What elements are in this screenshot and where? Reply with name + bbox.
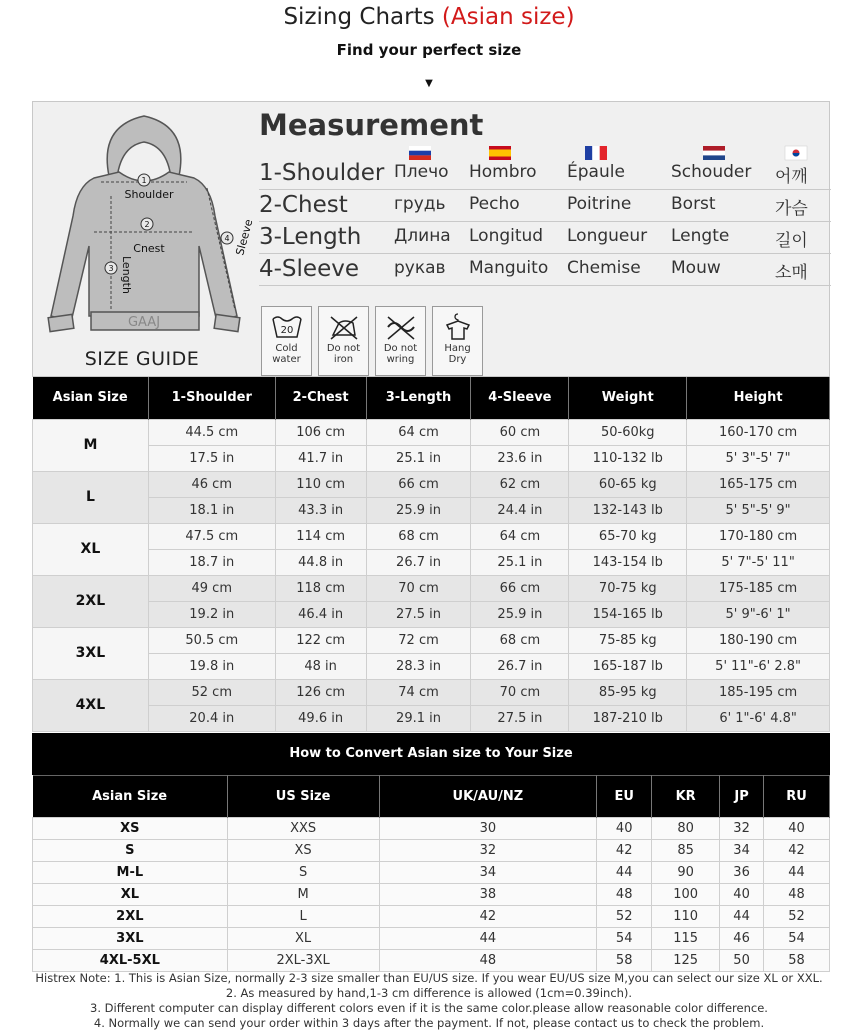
table-cell: 42 <box>764 840 830 862</box>
row-fr: Poitrine <box>567 194 632 214</box>
header-cell: 4-Sleeve <box>471 377 569 419</box>
table-cell: 19.8 in <box>148 653 275 679</box>
row-ko: 가슴 <box>775 199 808 219</box>
measurement-row-sleeve <box>259 254 831 286</box>
care-cold-water <box>261 306 312 376</box>
measurement-panel <box>32 101 830 377</box>
table-cell: 44 <box>379 928 597 950</box>
table-cell: 42 <box>597 840 652 862</box>
table-cell: 5' 3"-5' 7" <box>687 445 830 471</box>
table-cell: XXS <box>227 818 379 840</box>
table-cell: 2XL <box>33 906 228 928</box>
table-cell: 23.6 in <box>471 445 569 471</box>
row-fr: Chemise <box>567 258 641 278</box>
title-accent: (Asian size) <box>441 4 575 30</box>
care-label: Do not wring <box>383 343 418 365</box>
table-cell: 49.6 in <box>275 705 366 731</box>
table-cell: 52 <box>597 906 652 928</box>
header-cell: KR <box>652 776 720 818</box>
table-cell: 52 cm <box>148 679 275 705</box>
table-cell: 126 cm <box>275 679 366 705</box>
table-cell: 125 <box>652 950 720 972</box>
table-row <box>33 471 830 497</box>
table-cell: 18.1 in <box>148 497 275 523</box>
table-cell: 26.7 in <box>366 549 471 575</box>
table-cell: 3XL <box>33 928 228 950</box>
size-cell: 3XL <box>33 627 149 679</box>
table-cell: 175-185 cm <box>687 575 830 601</box>
table-cell: L <box>227 906 379 928</box>
table-cell: 34 <box>379 862 597 884</box>
row-ru: рукав <box>394 258 446 278</box>
table-row <box>33 575 830 601</box>
table-cell: 143-154 lb <box>569 549 687 575</box>
table-cell: 30 <box>379 818 597 840</box>
no-wring-icon <box>384 311 418 341</box>
table-cell: 5' 11"-6' 2.8" <box>687 653 830 679</box>
wash-cold-icon <box>270 311 304 341</box>
table-row <box>33 419 830 445</box>
table-cell: 5' 5"-5' 9" <box>687 497 830 523</box>
row-es: Pecho <box>469 194 520 214</box>
header-cell: 2-Chest <box>275 377 366 419</box>
table-row <box>33 653 830 679</box>
size-cell: XL <box>33 523 149 575</box>
figure-brand: GAAJ <box>127 315 161 330</box>
table-cell: 60 cm <box>471 419 569 445</box>
header-cell: JP <box>720 776 764 818</box>
table-cell: 110-132 lb <box>569 445 687 471</box>
table-cell: S <box>33 840 228 862</box>
table-cell: 26.7 in <box>471 653 569 679</box>
table-cell: 18.7 in <box>148 549 275 575</box>
row-nl: Mouw <box>671 258 721 278</box>
header-cell: US Size <box>227 776 379 818</box>
table-cell: 44.5 cm <box>148 419 275 445</box>
row-ru: грудь <box>394 194 446 214</box>
table-row <box>33 627 830 653</box>
table-cell: 40 <box>764 818 830 840</box>
measurement-row-length <box>259 222 831 254</box>
size-guide-label: SIZE GUIDE <box>84 348 200 370</box>
table-cell: 64 cm <box>471 523 569 549</box>
table-cell: 29.1 in <box>366 705 471 731</box>
table-cell: 62 cm <box>471 471 569 497</box>
header-cell: Height <box>687 377 830 419</box>
table-cell: 160-170 cm <box>687 419 830 445</box>
table-cell: 85 <box>652 840 720 862</box>
table-cell: 32 <box>720 818 764 840</box>
measurement-title: Measurement <box>259 108 484 142</box>
header-cell: EU <box>597 776 652 818</box>
table-cell: 19.2 in <box>148 601 275 627</box>
size-table <box>32 377 830 732</box>
table-cell: 44 <box>597 862 652 884</box>
figure-num-1: 1 <box>141 176 147 185</box>
table-cell: XL <box>227 928 379 950</box>
table-cell: 54 <box>597 928 652 950</box>
measurement-row-chest <box>259 190 831 222</box>
size-cell: 4XL <box>33 679 149 731</box>
table-cell: 118 cm <box>275 575 366 601</box>
table-cell: 170-180 cm <box>687 523 830 549</box>
figure-num-2: 2 <box>144 220 150 229</box>
table-cell: 44 <box>720 906 764 928</box>
table-cell: 43.3 in <box>275 497 366 523</box>
table-cell: 66 cm <box>366 471 471 497</box>
table-cell: 185-195 cm <box>687 679 830 705</box>
table-cell: 180-190 cm <box>687 627 830 653</box>
hoodie-figure <box>39 106 256 346</box>
care-label: Cold water <box>272 343 301 365</box>
table-cell: 74 cm <box>366 679 471 705</box>
table-cell: XS <box>227 840 379 862</box>
table-cell: 154-165 lb <box>569 601 687 627</box>
table-cell: 65-70 kg <box>569 523 687 549</box>
table-cell: 114 cm <box>275 523 366 549</box>
care-no-iron <box>318 306 369 376</box>
table-cell: 165-187 lb <box>569 653 687 679</box>
table-cell: 66 cm <box>471 575 569 601</box>
table-cell: 44.8 in <box>275 549 366 575</box>
header-cell: Weight <box>569 377 687 419</box>
row-es: Manguito <box>469 258 549 278</box>
note-line: 3. Different computer can display different colors even if it is the same color.please allow reasonable color difference. <box>90 1001 768 1015</box>
table-cell: 165-175 cm <box>687 471 830 497</box>
table-cell: 50 <box>720 950 764 972</box>
row-ru: Плечо <box>394 162 449 182</box>
note-line: 4. Normally we can send your order within 3 days after the payment. If not, please contact us to check the problem. <box>93 1016 765 1030</box>
table-cell: 17.5 in <box>148 445 275 471</box>
table-cell: 52 <box>764 906 830 928</box>
table-cell: 100 <box>652 884 720 906</box>
convert-table-header <box>33 776 830 818</box>
table-cell: M-L <box>33 862 228 884</box>
row-ko: 길이 <box>775 231 808 251</box>
header-cell: 3-Length <box>366 377 471 419</box>
table-cell: XS <box>33 818 228 840</box>
row-label: 2-Chest <box>259 192 348 218</box>
note-line: 2. As measured by hand,1-3 cm difference is allowed (1cm=0.39inch). <box>225 986 633 1000</box>
hang-dry-icon <box>441 311 475 341</box>
table-cell: 48 <box>597 884 652 906</box>
table-row <box>33 862 830 884</box>
table-cell: 49 cm <box>148 575 275 601</box>
table-cell: 40 <box>597 818 652 840</box>
table-cell: 40 <box>720 884 764 906</box>
figure-label-chest: Cnest <box>133 242 165 255</box>
figure-label-shoulder: Shoulder <box>124 188 174 201</box>
table-cell: 47.5 cm <box>148 523 275 549</box>
table-cell: 48 <box>764 884 830 906</box>
table-row <box>33 928 830 950</box>
table-cell: 50-60kg <box>569 419 687 445</box>
table-cell: S <box>227 862 379 884</box>
row-ru: Длина <box>394 226 451 246</box>
table-cell: 50.5 cm <box>148 627 275 653</box>
table-cell: 132-143 lb <box>569 497 687 523</box>
figure-num-4: 4 <box>224 234 230 243</box>
size-cell: L <box>33 471 149 523</box>
row-fr: Épaule <box>567 162 625 182</box>
table-cell: 2XL-3XL <box>227 950 379 972</box>
table-cell: 24.4 in <box>471 497 569 523</box>
row-label: 3-Length <box>259 224 362 250</box>
table-cell: 4XL-5XL <box>33 950 228 972</box>
table-cell: 68 cm <box>471 627 569 653</box>
table-cell: 46.4 in <box>275 601 366 627</box>
size-cell: M <box>33 419 149 471</box>
table-cell: 58 <box>597 950 652 972</box>
figure-num-3: 3 <box>108 264 114 273</box>
convert-table <box>32 775 830 972</box>
row-ko: 어깨 <box>775 167 808 187</box>
notes <box>0 971 858 1031</box>
measurement-row-shoulder <box>259 158 831 190</box>
header-cell: 1-Shoulder <box>148 377 275 419</box>
table-cell: 42 <box>379 906 597 928</box>
table-cell: 25.9 in <box>366 497 471 523</box>
table-cell: 110 cm <box>275 471 366 497</box>
row-nl: Schouder <box>671 162 752 182</box>
table-cell: 54 <box>764 928 830 950</box>
table-cell: 106 cm <box>275 419 366 445</box>
row-nl: Borst <box>671 194 716 214</box>
table-cell: 68 cm <box>366 523 471 549</box>
row-fr: Longueur <box>567 226 648 246</box>
row-ko: 소매 <box>775 263 808 283</box>
table-cell: 58 <box>764 950 830 972</box>
table-cell: 48 in <box>275 653 366 679</box>
table-cell: 72 cm <box>366 627 471 653</box>
table-row <box>33 679 830 705</box>
figure-label-sleeve: Sleeve <box>233 217 256 257</box>
size-table-header <box>33 377 830 419</box>
table-row <box>33 950 830 972</box>
table-cell: 187-210 lb <box>569 705 687 731</box>
size-cell: 2XL <box>33 575 149 627</box>
table-cell: 25.1 in <box>471 549 569 575</box>
row-label: 4-Sleeve <box>259 256 359 282</box>
table-cell: 6' 1"-6' 4.8" <box>687 705 830 731</box>
table-cell: 80 <box>652 818 720 840</box>
table-cell: 70-75 kg <box>569 575 687 601</box>
page-subtitle: Find your perfect size <box>336 41 522 59</box>
table-cell: 46 <box>720 928 764 950</box>
table-cell: 5' 7"-5' 11" <box>687 549 830 575</box>
table-cell: 34 <box>720 840 764 862</box>
table-cell: 27.5 in <box>471 705 569 731</box>
table-cell: 27.5 in <box>366 601 471 627</box>
table-row <box>33 549 830 575</box>
row-es: Longitud <box>469 226 544 246</box>
table-cell: 20.4 in <box>148 705 275 731</box>
table-cell: 28.3 in <box>366 653 471 679</box>
no-iron-icon <box>327 311 361 341</box>
row-label: 1-Shoulder <box>259 160 385 186</box>
table-row <box>33 840 830 862</box>
table-row <box>33 445 830 471</box>
care-label: Do not iron <box>326 343 361 365</box>
table-row <box>33 705 830 731</box>
row-nl: Lengte <box>671 226 730 246</box>
header-cell: Asian Size <box>33 776 228 818</box>
table-cell: 90 <box>652 862 720 884</box>
table-cell: 38 <box>379 884 597 906</box>
table-cell: 115 <box>652 928 720 950</box>
row-es: Hombro <box>469 162 537 182</box>
table-cell: 46 cm <box>148 471 275 497</box>
convert-title: How to Convert Asian size to Your Size <box>32 733 830 775</box>
header-cell: UK/AU/NZ <box>379 776 597 818</box>
figure-label-length: Length <box>120 256 133 294</box>
table-cell: 85-95 kg <box>569 679 687 705</box>
table-cell: 122 cm <box>275 627 366 653</box>
care-no-wring <box>375 306 426 376</box>
table-cell: 25.1 in <box>366 445 471 471</box>
table-cell: 64 cm <box>366 419 471 445</box>
table-row <box>33 497 830 523</box>
header-cell: RU <box>764 776 830 818</box>
table-row <box>33 884 830 906</box>
page-title <box>0 4 858 30</box>
table-row <box>33 523 830 549</box>
table-row <box>33 601 830 627</box>
table-cell: 75-85 kg <box>569 627 687 653</box>
wash-temp: 20 <box>280 325 293 336</box>
care-hang-dry <box>432 306 483 376</box>
down-arrow-icon: ▼ <box>425 78 433 89</box>
table-cell: 32 <box>379 840 597 862</box>
title-main: Sizing Charts <box>283 4 435 30</box>
table-row <box>33 906 830 928</box>
table-cell: 5' 9"-6' 1" <box>687 601 830 627</box>
table-cell: 60-65 kg <box>569 471 687 497</box>
table-cell: 25.9 in <box>471 601 569 627</box>
table-cell: 41.7 in <box>275 445 366 471</box>
table-cell: 70 cm <box>366 575 471 601</box>
table-cell: 70 cm <box>471 679 569 705</box>
table-cell: 36 <box>720 862 764 884</box>
table-cell: XL <box>33 884 228 906</box>
note-line: Histrex Note: 1. This is Asian Size, normally 2-3 size smaller than EU/US size. If you wear EU/US size M,you can select our size XL or XXL. <box>35 971 823 985</box>
care-label: Hang Dry <box>444 343 471 365</box>
table-cell: 48 <box>379 950 597 972</box>
table-cell: M <box>227 884 379 906</box>
table-row <box>33 818 830 840</box>
table-cell: 44 <box>764 862 830 884</box>
table-cell: 110 <box>652 906 720 928</box>
header-cell: Asian Size <box>33 377 149 419</box>
